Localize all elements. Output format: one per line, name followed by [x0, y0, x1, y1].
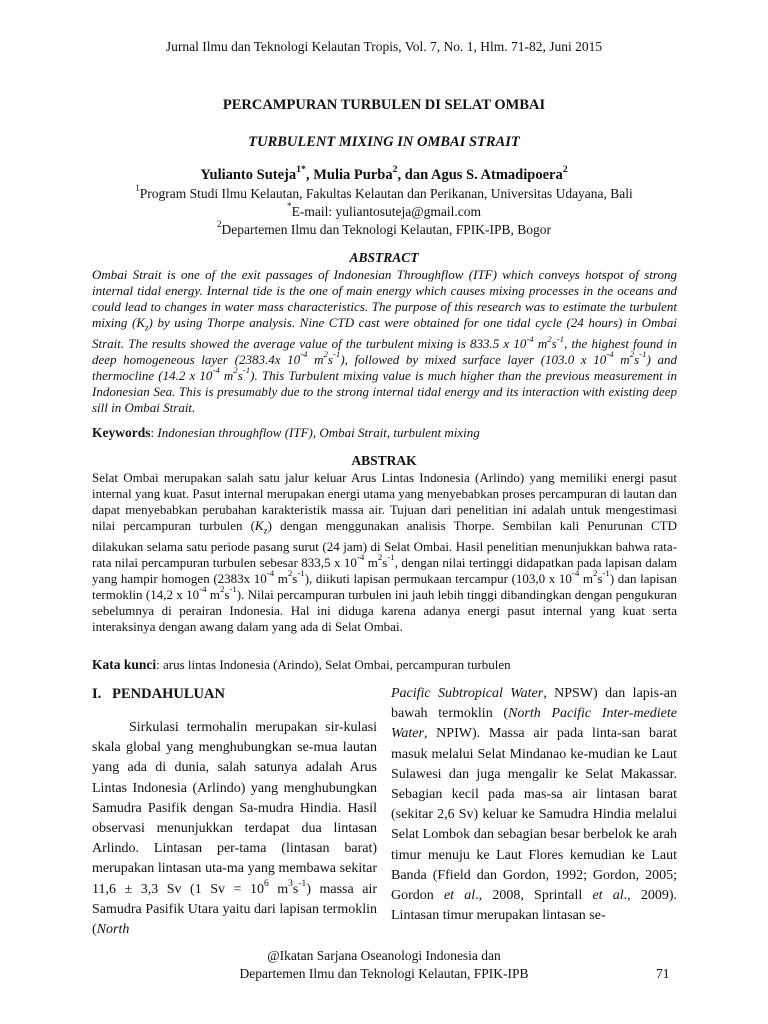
keywords-label: Keywords: [92, 425, 151, 440]
author-mark: 2: [562, 163, 568, 175]
affiliation-2: [0, 219, 768, 238]
footer-department: Departemen Ilmu dan Teknologi Kelautan, FPIK-IPB: [239, 966, 529, 981]
kata-kunci-value: arus lintas Indonesia (Arindo), Selat Ombai, percampuran turbulen: [163, 657, 511, 672]
affiliation-1: [0, 183, 768, 202]
kata-kunci-separator: :: [156, 657, 164, 672]
journal-header: Jurnal Ilmu dan Teknologi Kelautan Tropis, Vol. 7, No. 1, Hlm. 71-82, Juni 2015: [165, 39, 603, 54]
affiliation-mark: 2: [216, 219, 222, 230]
abstract-heading: ABSTRACT: [349, 250, 419, 265]
kata-kunci-line: [92, 657, 677, 673]
author-mark: 1*: [296, 163, 306, 175]
author-name: Yulianto Suteja: [200, 167, 297, 183]
article-title: PERCAMPURAN TURBULEN DI SELAT OMBAI: [222, 97, 546, 113]
author-list: [0, 163, 768, 184]
affiliation-mark: 1: [135, 183, 140, 194]
page-number: 71: [656, 966, 670, 981]
author-name: Mulia Purba: [313, 167, 393, 183]
keywords-value: Indonesian throughflow (ITF), Ombai Strait, turbulent mixing: [157, 425, 480, 440]
intro-left-column: Sirkulasi termohalin merupakan sir-kulasi skala global yang menghubungkan se-mua lautan yang ada di dunia, salah satunya adalah Arus Lintas Indonesia (Arlindo) yang menghubungkan Samudra Pasifik dengan Sa-mudra Hindia. Hasil observasi menunjukkan terdapat dua lintasan Arlindo. Lintasan per-tama (lintasan barat) merupakan lintasan uta-ma yang membawa sekitar 11,6 ± 3,3 Sv (1 $Sv = 10^6$ $m^3s^{-1}$) massa air Samudra Pasifik Utara yaitu dari lapisan termoklin (North: [92, 720, 378, 938]
abstrak-heading: ABSTRAK: [351, 453, 417, 468]
section-heading-pendahuluan: I. PENDAHULUAN: [92, 686, 225, 702]
affiliation-text: Departemen Ilmu dan Teknologi Kelautan, FPIK-IPB, Bogor: [221, 222, 552, 237]
keywords-line: [92, 425, 677, 441]
abstract-text: Ombai Strait is one of the exit passages of Indonesian Throughflow (ITF) which conveys hotspot of strong internal tidal energy. Internal tide is the one of main energy which causes mixing processes in the oceans and could lead to changes in water mass characteristics. The purpose of this research was to estimate the turbulent mixing $(K_z)$ by using Thorpe analysis. Nine CTD cast were obtained for one tidal cycle (24 hours) in Ombai Strait. The results showed the average value of the turbulent mixing is 833.5 x $10^{-4}$ $m^2s^{-1}$, the highest found in deep homogeneous layer (2383.4x $10^{-4}$ $m^2s^{-1}$), followed by mixed surface layer (103.0 x $10^{-4}$ $m^2s^{-1}$) and thermocline (14.2 x $10^{-4}$ $m^2s^{-1}$). This Turbulent mixing value is much higher than the previous measurement in Indonesian Sea. This is presumably due to the strong internal tidal energy and its interaction with existing deep sill in Ombai Strait.: [92, 267, 678, 415]
article-subtitle: TURBULENT MIXING IN OMBAI STRAIT: [248, 134, 520, 150]
author-email: [0, 201, 768, 220]
author-separator: ,: [305, 167, 314, 183]
kata-kunci-label: Kata kunci: [92, 657, 157, 672]
author-name: Agus S. Atmadipoera: [430, 167, 563, 183]
email-text: E-mail: yuliantosuteja@gmail.com: [291, 204, 481, 219]
keywords-separator: :: [150, 425, 158, 440]
author-separator: , dan: [397, 167, 431, 183]
intro-right-column: Pacific Subtropical Water, NPSW) dan lapis-an bawah termoklin (North Pacific Inter-mediete Water, NPIW). Massa air pada linta-san barat masuk melalui Selat Mindanao ke-mudian ke Laut Sulawesi dan juga mengalir ke Selat Makassar. Sebagian kecil pada mas-sa air lintasan barat (sekitar 2,6 Sv) keluar ke Samudra Hindia melalui Selat Lombok dan sebagian besar berbelok ke arah timur menuju ke Laut Flores kemudian ke Laut Banda (Ffield dan Gordon, 1992; Gordon, 2005; Gordon et al., 2008, Sprintall et al., 2009). Lintasan timur merupakan lintasan se-: [391, 686, 678, 924]
footer-society: @Ikatan Sarjana Oseanologi Indonesia dan: [267, 948, 501, 963]
abstrak-text: Selat Ombai merupakan salah satu jalur keluar Arus Lintas Indonesia (Arlindo) yang memiliki energi pasut internal yang kuat. Pasut internal merupakan energi utama yang menyebabkan proses percampuran di lautan dan dapat menyebabkan perubahan karakteristik massa air. Tujuan dari penelitian ini adalah untuk mengestimasi nilai percampuran turbulen $(K_z)$ dengan menggunakan analisis Thorpe. Sembilan kali Penurunan CTD dilakukan selama satu periode pasang surut (24 jam) di Selat Ombai. Hasil penelitian menunjukkan bahwa rata-rata nilai percampuran turbulen sebesar 833,5 x $10^{-4}$ $m^2s^{-1}$, dengan nilai tertinggi didapatkan pada lapisan dalam yang hampir homogen (2383x $10^{-4}$ $m^2s^{-1}$), diikuti lapisan permukaan tercampur (103,0 x $10^{-4}$ $m^2s^{-1}$) dan lapisan termoklin (14,2 x $10^{-4}$ $m^2s^{-1}$). Nilai percampuran turbulen ini jauh lebih tinggi dibandingkan dengan pengukuran sebelumnya di perairan Indonesia. Hal ini diduga karena adanya energi pasut internal yang kuat serta interaksinya dengan awang dalam yang ada di Selat Ombai.: [92, 470, 677, 634]
affiliation-text: Program Studi Ilmu Kelautan, Fakultas Kelautan dan Perikanan, Universitas Udayana, Bali: [139, 186, 633, 201]
author-mark: 2: [392, 163, 398, 175]
email-mark: *: [287, 201, 292, 212]
